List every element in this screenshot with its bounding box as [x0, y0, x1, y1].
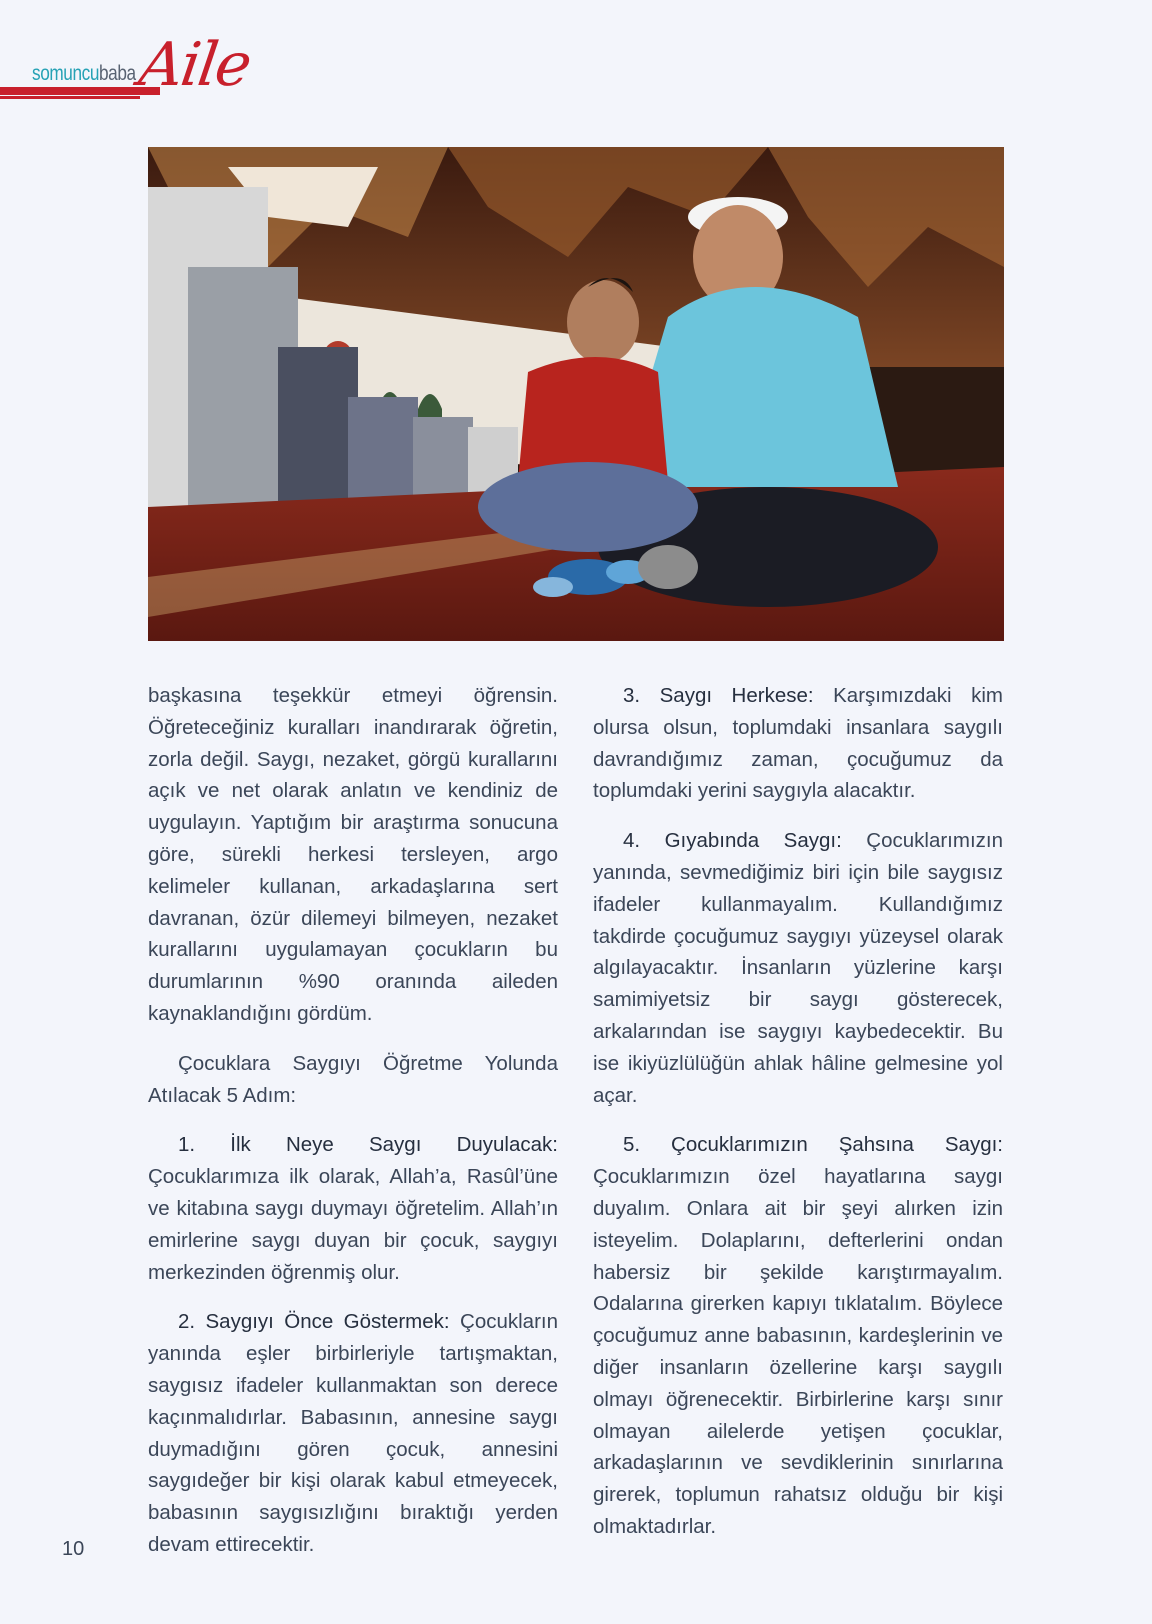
step-1-body: Çocuklarımıza ilk olarak, Allah’a, Rasûl’üne ve kitabına saygı duymayı öğretelim. Allah’ın emirlerine saygı duyan bir çocuk, saygıyı merkezinden öğrenmiş olur.	[148, 1165, 558, 1284]
step-4-paragraph	[593, 825, 1003, 1111]
step-3-paragraph	[593, 680, 1003, 807]
step-5-paragraph	[593, 1129, 1003, 1542]
article-column-right	[593, 680, 1003, 1561]
step-3-title: 3. Saygı Herkese:	[623, 684, 814, 707]
logo-aile: Aile	[135, 30, 255, 100]
step-3-body: Karşımızdaki kim olursa olsun, toplumdaki insanlara saygılı davrandığımız zaman, çocuğumuz da toplumdaki yerini saygıyla alacaktır.	[593, 684, 1003, 803]
logo-brand-part1: somuncu	[32, 62, 100, 85]
step-1-title: 1. İlk Neye Saygı Duyulacak:	[178, 1133, 558, 1157]
step-4-title: 4. Gıyabında Saygı:	[623, 829, 842, 853]
logo-brand-part2: baba	[99, 62, 136, 85]
logo-red-bar-thin	[0, 96, 140, 99]
step-1-paragraph	[148, 1129, 558, 1288]
paragraph: başkasına teşekkür etmeyi öğrensin. Öğreteceğiniz kuralları inandırarak öğretin, zorla değil. Saygı, nezaket, görgü kurallarını açık ve net olarak anlatın ve kendiniz de uygulayın. Yaptığım bir araştırma sonucuna göre, sürekli herkesi tersleyen, argo kelimeler kullanan, arkadaşlarına sert davranan, özür dilemeyi bilmeyen, nezaket kurallarını uygulamayan çocukların bu durumlarının %90 oranında aileden kaynaklandığını gördüm.	[148, 684, 558, 1025]
article-column-left	[148, 680, 558, 1579]
steps-heading: Çocuklara Saygıyı Öğretme Yolunda Atılacak 5 Adım:	[148, 1051, 558, 1107]
logo-brand-text	[32, 62, 136, 86]
step-2-body: Çocukların yanında eşler birbirleriyle tartışmaktan, saygısız ifadeler kullanmaktan son derece kaçınmalıdırlar. Babasının, annesine saygı duymadığını gören çocuk, annesini saygıdeğer bir kişi olarak kabul etmeyecek, babasının saygısızlığını bıraktığı yerden devam ettirecektir.	[148, 1310, 558, 1556]
article-photo	[148, 147, 1004, 641]
photo-mosque-scene	[148, 147, 1004, 641]
step-5-body: Çocuklarımızın özel hayatlarına saygı duyalım. Onlara ait bir şeyi alırken izin isteyelim. Dolaplarını, defterlerini ondan habersiz bir şekilde karıştırmayalım. Odalarına girerken kapıyı tıklatalım. Böylece çocuğumuz anne babasının, kardeşlerinin ve diğer insanların özellerine karşı saygılı olmayı öğrenecektir. Birbirlerine karşı sınır olmayan ailelerde yetişen çocuklar, arkadaşlarının ve sevdiklerinin sınırlarına girerek, toplumun rahatsız olduğu bir kişi olmaktadırlar.	[593, 1165, 1003, 1538]
step-5-title: 5. Çocuklarımızın Şahsına Saygı:	[623, 1133, 1003, 1157]
step-4-body: Çocuklarımızın yanında, sevmediğimiz biri için bile saygısız ifadeler kullanmayalım. Kullandığımız takdirde çocuğumuz saygıyı yüzeysel olarak algılayacaktır. İnsanların yüzlerine karşı samimiyetsiz bir saygı gösterecek, arkalarından ise saygıyı kaybedecektir. Bu ise ikiyüzlülüğün ahlak hâline gelmesine yol açar.	[593, 829, 1003, 1107]
step-2-title: 2. Saygıyı Önce Göstermek:	[178, 1310, 450, 1334]
step-2-paragraph	[148, 1306, 558, 1560]
page-number: 10	[62, 1538, 85, 1560]
